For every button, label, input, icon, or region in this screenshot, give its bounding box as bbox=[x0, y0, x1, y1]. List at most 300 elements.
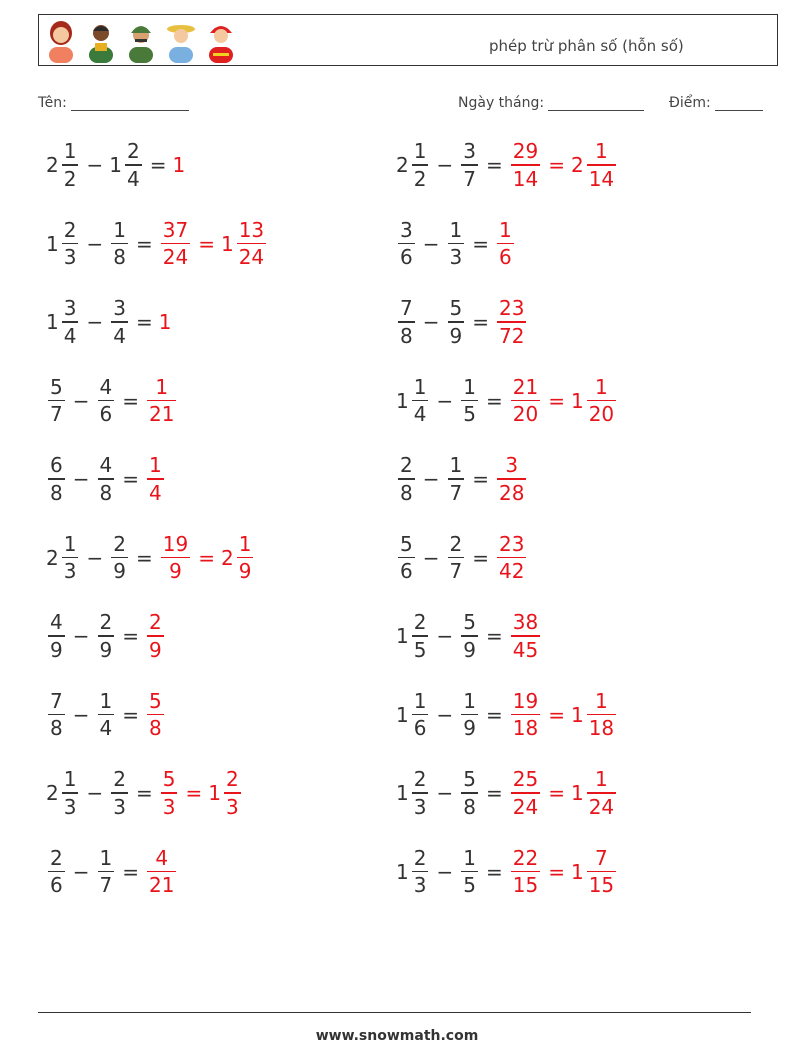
denominator: 9 bbox=[463, 716, 476, 741]
fraction bbox=[237, 531, 254, 584]
numerator: 2 bbox=[63, 217, 77, 242]
fraction bbox=[98, 845, 115, 898]
operand-a bbox=[396, 769, 430, 817]
numerator: 19 bbox=[512, 688, 539, 713]
answer-mixed bbox=[570, 688, 618, 741]
numerator: 5 bbox=[50, 374, 63, 399]
numerator: 1 bbox=[63, 531, 77, 556]
fraction bbox=[461, 612, 478, 660]
problem-item bbox=[46, 523, 255, 593]
fraction-bar bbox=[98, 714, 115, 716]
numerator: 1 bbox=[238, 531, 252, 556]
operand-a bbox=[46, 769, 80, 817]
operand-a bbox=[396, 845, 430, 898]
whole-part: 1 bbox=[570, 781, 584, 805]
fraction bbox=[587, 845, 616, 898]
operand-b bbox=[96, 845, 117, 898]
fraction bbox=[111, 298, 128, 346]
problem-item bbox=[396, 366, 618, 436]
fraction bbox=[398, 531, 415, 584]
minus-sign: − bbox=[72, 467, 90, 491]
denominator: 20 bbox=[512, 402, 539, 427]
operand-b bbox=[96, 455, 117, 503]
operand-b bbox=[96, 612, 117, 660]
denominator: 20 bbox=[588, 402, 615, 427]
whole-part: 1 bbox=[158, 310, 172, 334]
operand-a bbox=[396, 455, 417, 503]
score-field[interactable] bbox=[669, 95, 763, 111]
fraction bbox=[412, 374, 429, 427]
answer-mixed bbox=[571, 141, 618, 189]
fraction bbox=[147, 688, 164, 741]
fraction-bar bbox=[412, 792, 429, 794]
whole-part: 1 bbox=[570, 702, 584, 727]
whole-part: 1 bbox=[46, 310, 59, 334]
numerator: 21 bbox=[512, 374, 539, 399]
avatar-soldier-icon bbox=[125, 19, 157, 63]
numerator: 7 bbox=[50, 688, 63, 713]
whole-part: 1 bbox=[208, 781, 221, 805]
numerator: 3 bbox=[113, 296, 126, 321]
numerator: 2 bbox=[99, 610, 113, 635]
fraction bbox=[62, 141, 79, 189]
fraction-bar bbox=[147, 871, 176, 873]
answer-mixed bbox=[570, 374, 618, 427]
minus-sign: − bbox=[72, 388, 90, 413]
problem-item bbox=[396, 130, 618, 200]
fraction bbox=[398, 217, 415, 270]
fraction-bar bbox=[497, 243, 514, 245]
numerator: 1 bbox=[595, 374, 608, 399]
denominator: 4 bbox=[413, 402, 427, 427]
fraction-bar bbox=[587, 714, 616, 716]
fraction bbox=[111, 217, 128, 270]
fraction bbox=[98, 688, 115, 741]
operand-b bbox=[96, 374, 117, 427]
numerator: 4 bbox=[99, 453, 113, 478]
fraction-bar bbox=[111, 243, 128, 245]
answer bbox=[495, 217, 516, 270]
problem-item bbox=[46, 287, 172, 357]
numerator: 13 bbox=[238, 217, 265, 242]
fraction bbox=[587, 141, 616, 189]
numerator: 3 bbox=[400, 217, 413, 242]
numerator: 5 bbox=[449, 296, 463, 321]
fraction bbox=[461, 845, 478, 898]
fraction-bar bbox=[98, 635, 115, 637]
numerator: 1 bbox=[149, 453, 162, 478]
minus-sign: − bbox=[436, 702, 454, 727]
denominator: 3 bbox=[63, 559, 77, 584]
equals-sign: = bbox=[185, 781, 203, 805]
fraction-bar bbox=[398, 321, 415, 323]
answer bbox=[172, 153, 186, 177]
fraction bbox=[497, 217, 514, 270]
fraction bbox=[412, 612, 429, 660]
equals-sign: = bbox=[485, 781, 503, 805]
answer-mixed bbox=[208, 769, 242, 817]
name-label: Tên: bbox=[38, 95, 67, 111]
numerator: 1 bbox=[155, 374, 169, 399]
answer bbox=[159, 531, 192, 584]
numerator: 1 bbox=[463, 374, 476, 399]
problem-item bbox=[396, 444, 528, 514]
answer bbox=[495, 531, 528, 584]
numerator: 23 bbox=[499, 531, 525, 556]
numerator: 2 bbox=[413, 610, 427, 635]
operand-b bbox=[459, 612, 480, 660]
equals-sign: = bbox=[548, 702, 565, 727]
minus-sign: − bbox=[86, 231, 104, 256]
minus-sign: − bbox=[86, 153, 104, 177]
fraction bbox=[412, 141, 429, 189]
operand-a bbox=[46, 531, 80, 584]
answer bbox=[159, 769, 180, 817]
problem-item bbox=[396, 287, 528, 357]
operand-a bbox=[396, 298, 417, 346]
fraction bbox=[161, 769, 178, 817]
fraction bbox=[237, 217, 266, 270]
denominator: 9 bbox=[463, 637, 476, 662]
numerator: 2 bbox=[50, 845, 63, 870]
denominator: 3 bbox=[413, 873, 427, 898]
fraction-bar bbox=[511, 635, 540, 637]
answer bbox=[495, 455, 528, 503]
whole-part: 2 bbox=[396, 153, 409, 177]
fraction bbox=[398, 455, 415, 503]
name-field[interactable] bbox=[38, 95, 189, 111]
fraction-bar bbox=[48, 635, 65, 637]
fraction bbox=[62, 531, 79, 584]
problem-item bbox=[46, 130, 186, 200]
fraction-bar bbox=[111, 557, 128, 559]
fraction-bar bbox=[412, 714, 429, 716]
fraction-bar bbox=[98, 871, 115, 873]
equals-sign: = bbox=[485, 153, 503, 177]
minus-sign: − bbox=[436, 388, 454, 413]
minus-sign: − bbox=[422, 231, 440, 256]
numerator: 1 bbox=[63, 139, 77, 164]
fraction bbox=[412, 845, 429, 898]
equals-sign: = bbox=[472, 467, 489, 491]
numerator: 1 bbox=[449, 453, 463, 478]
answer-mixed bbox=[220, 531, 255, 584]
problem-item bbox=[396, 523, 528, 593]
answer bbox=[159, 217, 192, 270]
fraction bbox=[412, 688, 429, 741]
denominator: 8 bbox=[400, 480, 413, 505]
fraction bbox=[497, 298, 526, 346]
name-blank[interactable] bbox=[71, 96, 189, 111]
minus-sign: − bbox=[86, 545, 104, 570]
fraction-bar bbox=[62, 792, 79, 794]
problem-item bbox=[46, 758, 243, 828]
problem-item bbox=[46, 444, 166, 514]
denominator: 3 bbox=[63, 245, 77, 270]
answer bbox=[145, 688, 166, 741]
denominator: 3 bbox=[63, 794, 77, 819]
fraction-bar bbox=[511, 792, 540, 794]
denominator: 14 bbox=[588, 166, 615, 191]
fraction bbox=[448, 531, 465, 584]
fraction bbox=[98, 374, 115, 427]
footer-url[interactable]: www.snowmath.com bbox=[315, 1028, 479, 1044]
answer bbox=[159, 310, 173, 334]
fraction-bar bbox=[48, 871, 65, 873]
fraction-bar bbox=[412, 871, 429, 873]
answer-mixed bbox=[571, 769, 618, 817]
minus-sign: − bbox=[72, 702, 90, 727]
fraction bbox=[62, 298, 79, 346]
numerator: 2 bbox=[413, 845, 427, 870]
equals-sign: = bbox=[548, 388, 565, 413]
denominator: 4 bbox=[63, 323, 77, 348]
fraction-bar bbox=[237, 243, 266, 245]
fraction-bar bbox=[587, 792, 616, 794]
numerator: 1 bbox=[595, 767, 608, 792]
fraction bbox=[62, 217, 79, 270]
fraction bbox=[147, 612, 164, 660]
numerator: 23 bbox=[499, 296, 525, 321]
denominator: 5 bbox=[463, 873, 476, 898]
fraction-bar bbox=[412, 400, 429, 402]
numerator: 2 bbox=[113, 531, 126, 556]
fraction-bar bbox=[398, 478, 415, 480]
numerator: 5 bbox=[149, 688, 162, 713]
numerator: 7 bbox=[400, 296, 413, 321]
operand-b bbox=[459, 688, 480, 741]
denominator: 3 bbox=[113, 794, 126, 819]
fraction bbox=[224, 769, 241, 817]
fraction-bar bbox=[147, 714, 164, 716]
numerator: 5 bbox=[162, 767, 176, 792]
fraction bbox=[111, 531, 128, 584]
operand-b bbox=[459, 769, 480, 817]
fraction bbox=[125, 141, 142, 189]
minus-sign: − bbox=[422, 545, 440, 570]
denominator: 7 bbox=[99, 873, 113, 898]
operand-b bbox=[109, 769, 130, 817]
problem-item bbox=[396, 680, 618, 750]
fraction-bar bbox=[448, 243, 465, 245]
numerator: 22 bbox=[512, 845, 539, 870]
equals-sign: = bbox=[485, 624, 503, 648]
denominator: 8 bbox=[50, 716, 63, 741]
denominator: 9 bbox=[113, 559, 126, 584]
numerator: 1 bbox=[449, 217, 463, 242]
operand-a bbox=[46, 374, 67, 427]
fraction-bar bbox=[147, 478, 164, 480]
numerator: 3 bbox=[463, 139, 476, 164]
operand-a bbox=[396, 374, 430, 427]
denominator: 5 bbox=[463, 402, 476, 427]
problem-item bbox=[46, 209, 268, 279]
problem-item bbox=[396, 601, 542, 671]
whole-part: 2 bbox=[570, 153, 584, 177]
fraction-bar bbox=[48, 478, 65, 480]
operand-b bbox=[459, 374, 480, 427]
numerator: 1 bbox=[463, 688, 476, 713]
fraction bbox=[511, 374, 540, 427]
fraction-bar bbox=[111, 792, 128, 794]
fraction bbox=[511, 688, 540, 741]
denominator: 14 bbox=[512, 166, 539, 191]
score-blank[interactable] bbox=[715, 96, 763, 111]
problem-item bbox=[396, 837, 618, 907]
fraction-bar bbox=[398, 557, 415, 559]
numerator: 1 bbox=[499, 217, 512, 242]
denominator: 6 bbox=[400, 245, 413, 270]
fraction-bar bbox=[398, 243, 415, 245]
fraction bbox=[497, 455, 526, 503]
equals-sign: = bbox=[122, 624, 139, 648]
denominator: 7 bbox=[50, 402, 63, 427]
numerator: 5 bbox=[400, 531, 413, 556]
fraction-bar bbox=[62, 557, 79, 559]
numerator: 1 bbox=[595, 139, 608, 164]
equals-sign: = bbox=[198, 545, 215, 570]
operand-b bbox=[446, 217, 467, 270]
denominator: 45 bbox=[512, 637, 539, 662]
fraction-bar bbox=[412, 164, 429, 166]
numerator: 1 bbox=[413, 688, 427, 713]
denominator: 2 bbox=[413, 166, 427, 191]
operand-b bbox=[446, 455, 467, 503]
fraction bbox=[111, 769, 128, 817]
problem-item bbox=[46, 837, 178, 907]
denominator: 15 bbox=[588, 873, 615, 898]
denominator: 9 bbox=[149, 637, 162, 662]
numerator: 4 bbox=[99, 374, 113, 399]
answer bbox=[145, 845, 178, 898]
fraction bbox=[161, 217, 190, 270]
fraction bbox=[98, 455, 115, 503]
whole-part: 1 bbox=[396, 859, 409, 884]
fraction bbox=[448, 298, 465, 346]
numerator: 2 bbox=[113, 767, 126, 792]
denominator: 9 bbox=[99, 637, 113, 662]
fraction bbox=[48, 688, 65, 741]
fraction bbox=[412, 769, 429, 817]
denominator: 24 bbox=[512, 794, 539, 819]
denominator: 24 bbox=[162, 245, 189, 270]
fraction bbox=[48, 845, 65, 898]
equals-sign: = bbox=[548, 153, 565, 177]
fraction bbox=[461, 688, 478, 741]
whole-part: 1 bbox=[396, 781, 409, 805]
operand-a bbox=[396, 531, 417, 584]
whole-part: 1 bbox=[396, 624, 409, 648]
operand-b bbox=[109, 217, 130, 270]
fraction bbox=[147, 845, 176, 898]
whole-part: 1 bbox=[172, 153, 186, 177]
problem-item bbox=[46, 680, 166, 750]
minus-sign: − bbox=[436, 153, 454, 177]
numerator: 2 bbox=[225, 767, 239, 792]
operand-b bbox=[459, 845, 480, 898]
fraction-bar bbox=[587, 164, 616, 166]
denominator: 6 bbox=[99, 402, 113, 427]
denominator: 8 bbox=[400, 323, 413, 348]
whole-part: 1 bbox=[396, 388, 409, 413]
equals-sign: = bbox=[135, 231, 153, 256]
fraction-bar bbox=[497, 321, 526, 323]
fraction-bar bbox=[461, 871, 478, 873]
denominator: 6 bbox=[400, 559, 413, 584]
fraction-bar bbox=[511, 871, 540, 873]
equals-sign: = bbox=[485, 859, 503, 884]
equals-sign: = bbox=[485, 388, 503, 413]
fraction-bar bbox=[587, 871, 616, 873]
denominator: 8 bbox=[50, 480, 63, 505]
minus-sign: − bbox=[422, 467, 440, 491]
fraction bbox=[511, 845, 540, 898]
equals-sign: = bbox=[122, 702, 139, 727]
whole-part: 1 bbox=[220, 231, 234, 256]
worksheet-title: phép trừ phân số (hỗn số) bbox=[489, 37, 684, 55]
whole-part: 2 bbox=[46, 781, 59, 805]
denominator: 9 bbox=[169, 559, 182, 584]
numerator: 1 bbox=[99, 845, 113, 870]
fraction-bar bbox=[62, 243, 79, 245]
denominator: 3 bbox=[413, 794, 427, 819]
fraction bbox=[511, 612, 540, 660]
operand-a bbox=[46, 141, 80, 189]
denominator: 28 bbox=[499, 480, 525, 505]
fraction-bar bbox=[237, 557, 254, 559]
denominator: 8 bbox=[149, 716, 162, 741]
fraction bbox=[48, 455, 65, 503]
denominator: 9 bbox=[238, 559, 252, 584]
equals-sign: = bbox=[472, 231, 489, 256]
numerator: 1 bbox=[113, 217, 126, 242]
fraction bbox=[62, 769, 79, 817]
numerator: 1 bbox=[63, 767, 77, 792]
numerator: 5 bbox=[463, 767, 476, 792]
avatar-man-scarf-icon bbox=[85, 19, 117, 63]
numerator: 2 bbox=[413, 767, 427, 792]
numerator: 2 bbox=[126, 139, 140, 164]
date-blank[interactable] bbox=[548, 96, 644, 111]
whole-part: 2 bbox=[220, 545, 234, 570]
answer-mixed bbox=[570, 845, 618, 898]
answer bbox=[145, 374, 178, 427]
denominator: 7 bbox=[449, 480, 463, 505]
fraction bbox=[587, 374, 616, 427]
problem-item bbox=[46, 601, 166, 671]
answer bbox=[145, 612, 166, 660]
numerator: 1 bbox=[595, 688, 608, 713]
date-field[interactable] bbox=[458, 95, 644, 111]
minus-sign: − bbox=[86, 781, 104, 805]
equals-sign: = bbox=[122, 388, 139, 413]
fraction bbox=[461, 769, 478, 817]
denominator: 42 bbox=[499, 559, 525, 584]
numerator: 1 bbox=[463, 845, 476, 870]
fraction-bar bbox=[461, 635, 478, 637]
avatar-row bbox=[45, 19, 237, 63]
fraction bbox=[497, 531, 526, 584]
denominator: 3 bbox=[162, 794, 176, 819]
whole-part: 1 bbox=[570, 388, 584, 413]
numerator: 7 bbox=[595, 845, 608, 870]
whole-part: 1 bbox=[109, 153, 122, 177]
fraction-bar bbox=[125, 164, 142, 166]
fraction-bar bbox=[448, 321, 465, 323]
problem-item bbox=[46, 366, 178, 436]
denominator: 5 bbox=[413, 637, 427, 662]
fraction bbox=[147, 455, 164, 503]
